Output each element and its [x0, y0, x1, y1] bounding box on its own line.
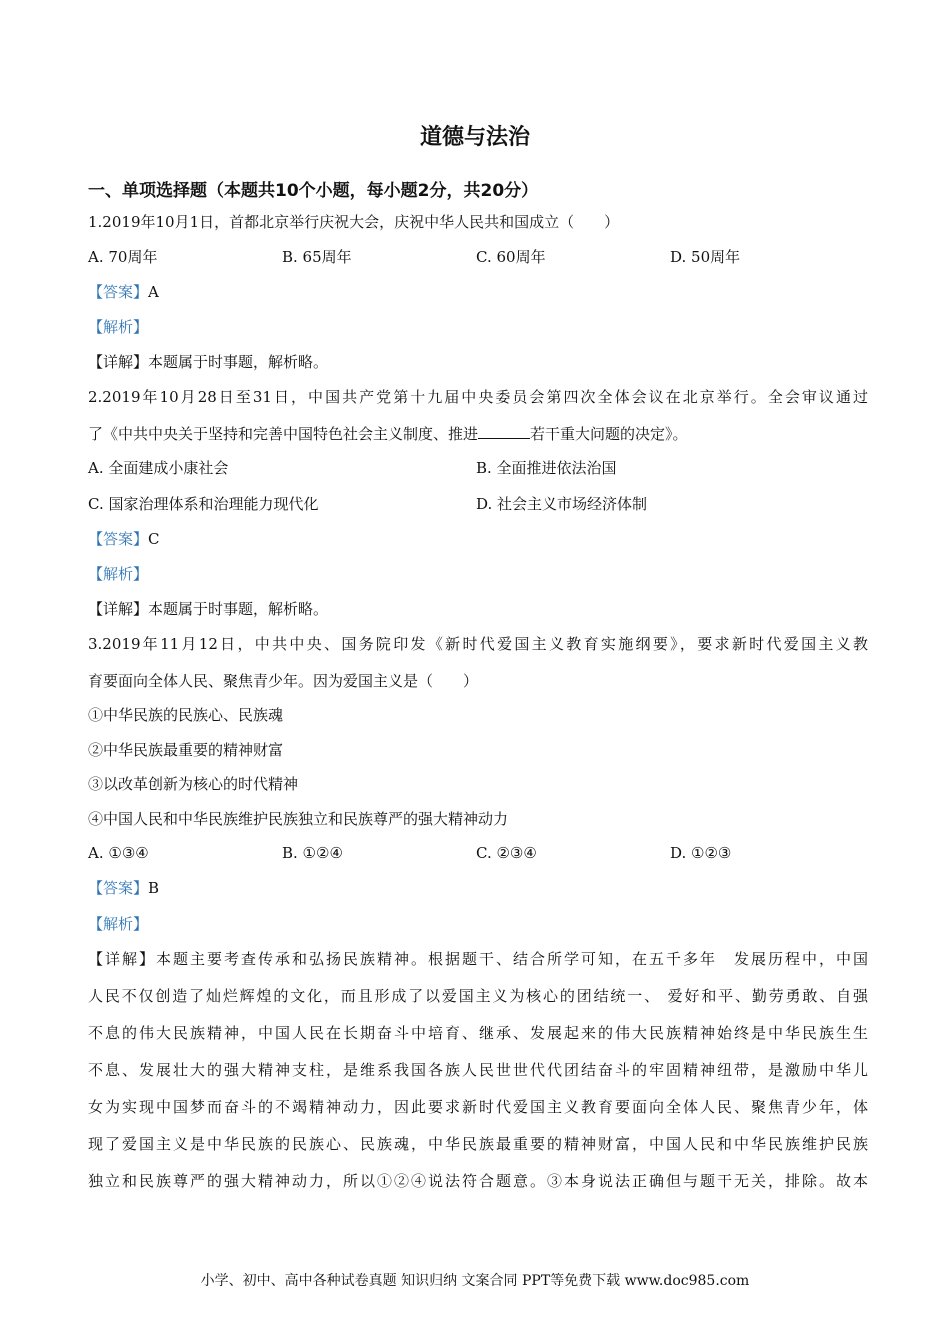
q2-stem-part-b: 若干重大问题的决定》。 [530, 425, 688, 443]
q2-analysis [88, 564, 868, 584]
q1-option-d: D. 50周年 [670, 248, 741, 266]
q3-option-b: B. ①②④ [282, 844, 343, 862]
q1-option-c: C. 60周年 [476, 248, 546, 266]
q1-option-b: B. 65周年 [282, 248, 352, 266]
q2-detail [88, 599, 868, 619]
q1-answer-value: A [148, 283, 159, 301]
q3-option-c: C. ②③④ [476, 844, 537, 862]
fill-blank [478, 424, 530, 439]
answer-tag: 【答案】 [88, 283, 149, 301]
q1-answer [88, 282, 868, 302]
q3-detail-line4: 不息、发展壮大的强大精神支柱，是维系我国各族人民世世代代团结奋斗的牢固精神纽带，是激励中华儿 [88, 1061, 868, 1079]
q3-detail-line1 [88, 949, 868, 969]
q3-stem-line2: 育要面向全体人民、聚焦青少年。因为爱国主义是（ ） [88, 672, 479, 690]
answer-tag: 【答案】 [88, 879, 149, 897]
page-footer: 小学、初中、高中各种试卷真题 知识归纳 文案合同 PPT等免费下载 www.doc985.com [200, 1273, 750, 1289]
q3-answer [88, 878, 868, 898]
q3-detail-line6: 现了爱国主义是中华民族的民族心、民族魂，中华民族最重要的精神财富，中国人民和中华民族维护民族 [88, 1135, 868, 1153]
detail-tag: 【详解】 [88, 950, 156, 968]
analysis-tag: 【解析】 [88, 318, 149, 336]
q3-detail-line7: 独立和民族尊严的强大精神动力，所以①②④说法符合题意。③本身说法正确但与题干无关，排除。故本 [88, 1172, 868, 1190]
q3-detail-line3: 不息的伟大民族精神，中国人民在长期奋斗中培育、继承、发展起来的伟大民族精神始终是中华民族生生 [88, 1024, 868, 1042]
q3-item-2: ②中华民族最重要的精神财富 [88, 741, 284, 759]
q2-option-c: C. 国家治理体系和治理能力现代化 [88, 495, 319, 513]
q3-item-4: ④中国人民和中华民族维护民族独立和民族尊严的强大精神动力 [88, 810, 509, 828]
analysis-tag: 【解析】 [88, 565, 149, 583]
q3-detail-line5: 女为实现中国梦而奋斗的不竭精神动力，因此要求新时代爱国主义教育要面向全体人民、聚焦青少年，体 [88, 1098, 868, 1116]
q2-stem-part-a: 了《中共中央关于坚持和完善中国特色社会主义制度、推进 [88, 425, 479, 443]
analysis-tag: 【解析】 [88, 915, 149, 933]
q2-option-d: D. 社会主义市场经济体制 [476, 495, 648, 513]
q2-stem-line2 [88, 424, 868, 444]
q2-answer-value: C [148, 530, 160, 548]
q3-item-3: ③以改革创新为核心的时代精神 [88, 775, 299, 793]
q3-detail-text-1: 本题主要考查传承和弘扬民族精神。根据题干、结合所学可知，在五千多年 发展历程中，中国 [156, 950, 868, 968]
page-title: 道德与法治 [419, 125, 530, 150]
q1-analysis [88, 317, 868, 337]
q2-option-a: A. 全面建成小康社会 [88, 459, 229, 477]
q2-stem-line1: 2.2019年10月28日至31日，中国共产党第十九届中央委员会第四次全体会议在北京举行。全会审议通过 [88, 388, 868, 406]
q2-detail-text: 本题属于时事题，解析略。 [148, 600, 329, 618]
detail-tag: 【详解】 [88, 353, 149, 371]
answer-tag: 【答案】 [88, 530, 149, 548]
q2-option-b: B. 全面推进依法治国 [476, 459, 617, 477]
q3-item-1: ①中华民族的民族心、民族魂 [88, 706, 284, 724]
detail-tag: 【详解】 [88, 600, 149, 618]
q3-detail-line2: 人民不仅创造了灿烂辉煌的文化，而且形成了以爱国主义为核心的团结统一、 爱好和平、勤劳勇敢、自强 [88, 987, 868, 1005]
q1-detail [88, 352, 868, 372]
q3-option-a: A. ①③④ [88, 844, 149, 862]
q1-stem: 1.2019年10月1日，首都北京举行庆祝大会，庆祝中华人民共和国成立（ ） [88, 213, 620, 231]
q1-option-a: A. 70周年 [88, 248, 158, 266]
q3-analysis [88, 914, 868, 934]
q3-answer-value: B [148, 879, 160, 897]
section-heading: 一、单项选择题（本题共10个小题，每小题2分，共20分） [88, 181, 539, 201]
q1-detail-text: 本题属于时事题，解析略。 [148, 353, 329, 371]
q2-answer [88, 529, 868, 549]
q3-option-d: D. ①②③ [670, 844, 732, 862]
q3-stem-line1: 3.2019年11月12日，中共中央、国务院印发《新时代爱国主义教育实施纲要》，要求新时代爱国主义教 [88, 635, 868, 653]
